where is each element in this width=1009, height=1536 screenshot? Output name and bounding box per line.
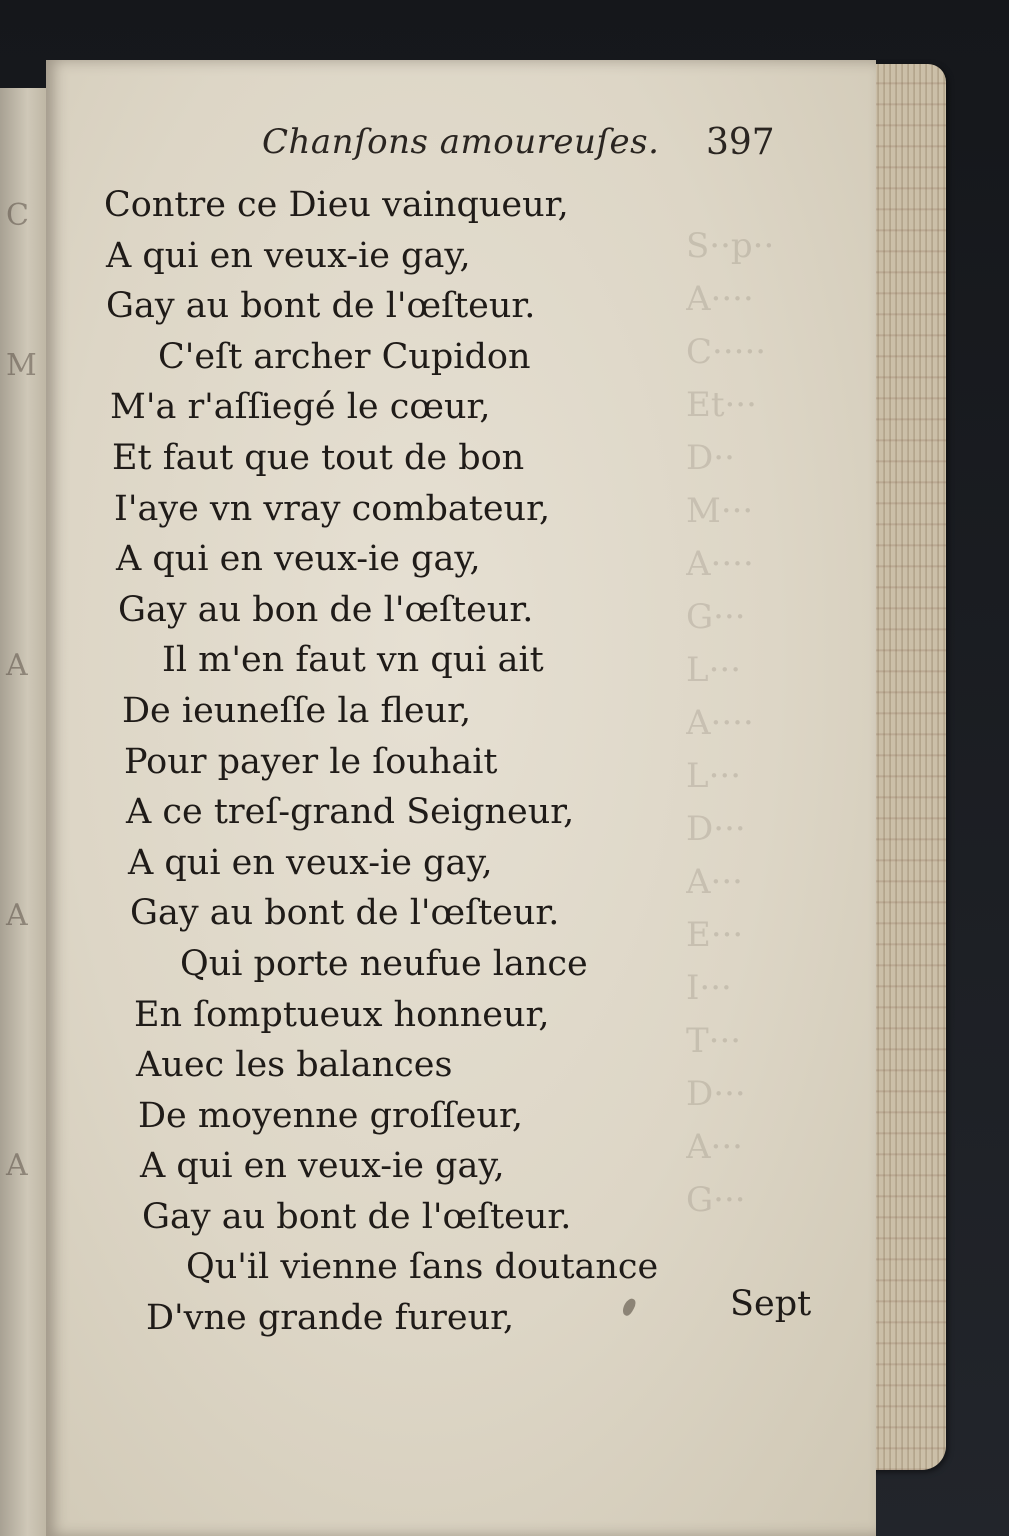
verse-line: Gay au bont de l'œſteur. [130,893,560,934]
running-title: Chanſons amoureuſes. [262,122,660,162]
verse-line: Auec les balances [136,1045,453,1086]
page-header [0,122,1009,172]
verse-line: Gay au bont de l'œſteur. [106,286,536,327]
catchword: Sept [730,1284,812,1324]
verse-line: Gay au bont de l'œſteur. [142,1196,572,1237]
verse-block [0,180,760,1344]
verse-line: Contre ce Dieu vainqueur, [104,185,569,225]
verse-line: De moyenne groſſeur, [138,1095,523,1136]
verse-line: Gay au bon de l'œſteur. [118,589,534,630]
verse-line: I'aye vn vray combateur, [114,488,551,529]
verse-line: A qui en veux-ie gay, [140,1146,505,1187]
page-number: 397 [706,122,775,163]
verse-line: A qui en veux-ie gay, [116,539,481,580]
verse-line: Et faut que tout de bon [112,437,525,478]
ghost-letter: M [6,348,37,383]
ghost-letter: C [6,198,29,233]
verse-line: En ſomptueux honneur, [134,994,550,1035]
ghost-letter: A [6,898,28,933]
ghost-letter: A [6,648,28,683]
verse-line: A qui en veux-ie gay, [128,842,493,883]
verse-line: C'eſt archer Cupidon [158,336,531,377]
verse-line: A qui en veux-ie gay, [106,235,471,276]
verse-line: D'vne grande fureur, [146,1298,515,1339]
show-through-text: S··p·· A···· C····· Et··· D·· M··· A···· G··· L··· A···· L··· D··· A··· E··· I··· T··· D··· A··· G··· [686,226,775,1220]
verse-line: Qui porte neufue lance [180,943,588,984]
verse-line: Qu'il vienne ſans doutance [186,1247,659,1288]
verse-line: Pour payer le ſouhait [124,741,498,782]
verse-line: De ieuneſſe la fleur, [122,690,472,731]
ghost-letter: A [6,1148,28,1183]
verse-line: M'a r'aſſiegé le cœur, [110,387,491,428]
verse-line: A ce treſ-grand Seigneur, [126,792,575,833]
verse-line: Il m'en faut vn qui ait [162,640,544,681]
